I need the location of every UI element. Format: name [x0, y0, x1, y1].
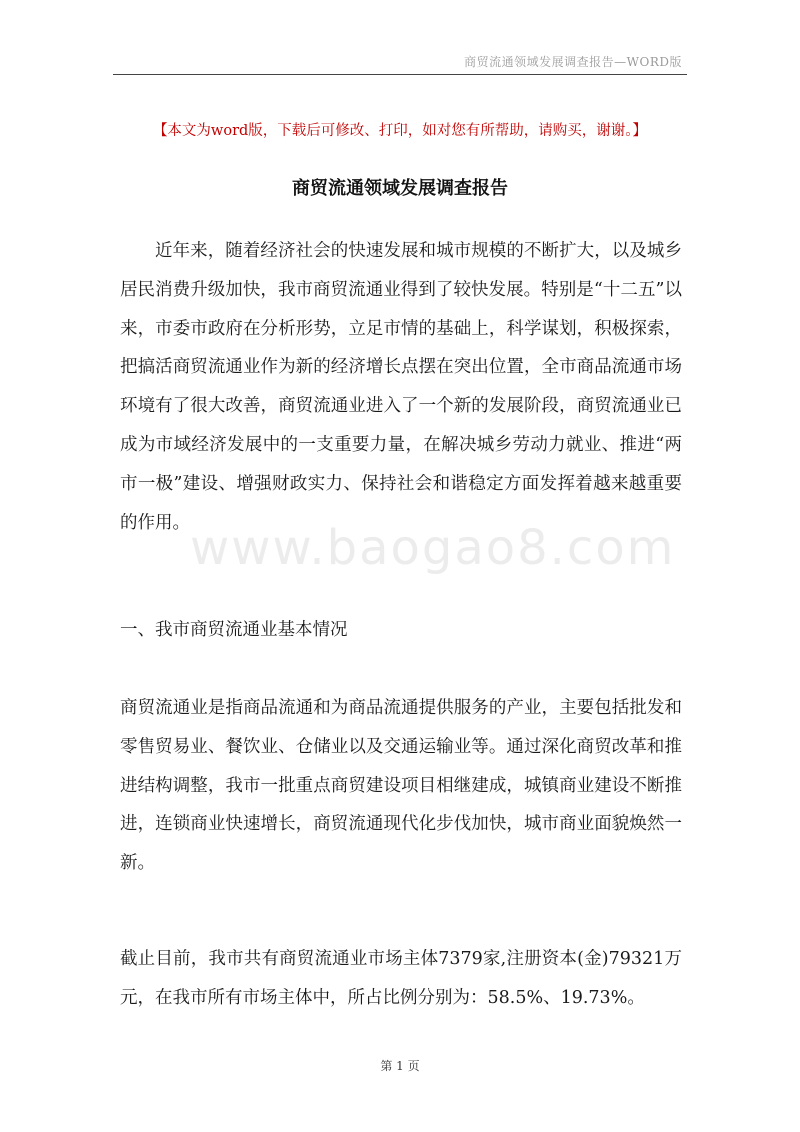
paragraph-definition: 商贸流通业是指商品流通和为商品流通提供服务的产业，主要包括批发和零售贸易业、餐饮业、仓储业以及交通运输业等。通过深化商贸改革和推进结构调整，我市一批重点商贸建设项目相继建成，城镇商业建设不断推进，连锁商业快速增长，商贸流通现代化步伐加快，城市商业面貌焕然一新。	[120, 698, 682, 874]
paragraph-intro: 近年来，随着经济社会的快速发展和城市规模的不断扩大，以及城乡居民消费升级加快，我市商贸流通业得到了较快发展。特别是“十二五”以来，市委市政府在分析形势，立足市情的基础上，科学谋划，积极探索，把搞活商贸流通业作为新的经济增长点摆在突出位置，全市商品流通市场环境有了很大改善，商贸流通业进入了一个新的发展阶段，商贸流通业已成为市域经济发展中的一支重要力量，在解决城乡劳动力就业、推进“两市一极”建设、增强财政实力、保持社会和谐稳定方面发挥着越来越重要的作用。	[120, 241, 682, 533]
purchase-notice: 【本文为word版，下载后可修改、打印，如对您有所帮助，请购买，谢谢。】	[152, 123, 648, 139]
paragraph-statistics: 截止目前，我市共有商贸流通业市场主体7379家,注册资本(金)79321万元，在我市所有市场主体中，所占比例分别为：58.5%、19.73%。	[120, 949, 682, 1008]
watermark: www.baogao8.com	[190, 520, 676, 576]
page-number: 第 1 页	[380, 1059, 420, 1073]
section-heading-1: 一、我市商贸流通业基本情况	[120, 620, 348, 640]
document-title: 商贸流通领域发展调查报告	[292, 178, 508, 199]
header-divider	[113, 74, 687, 75]
running-header: 商贸流通领域发展调查报告—WORD版	[464, 55, 682, 69]
